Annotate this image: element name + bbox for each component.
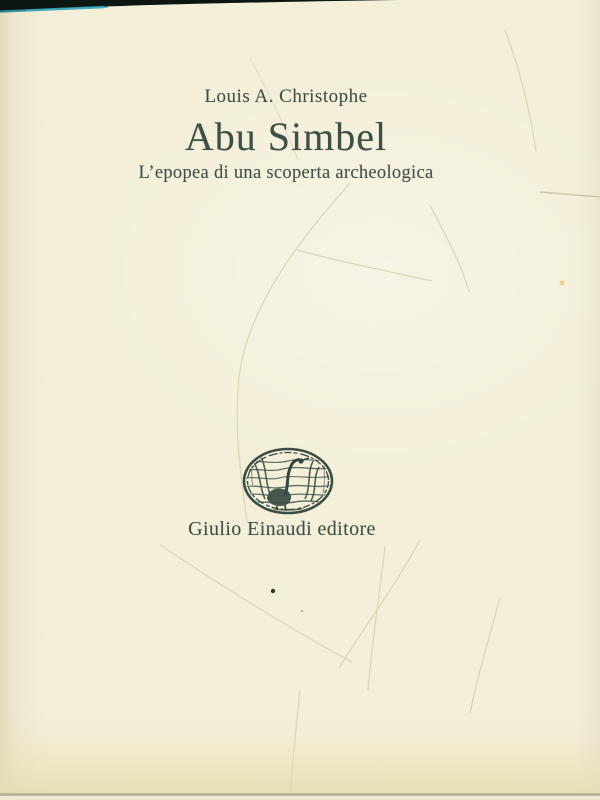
book-title: Abu Simbel [184,114,388,159]
book-subtitle: L’epopea di una scoperta archeologica [138,163,434,183]
page-edge-strip [0,796,600,800]
author-name: Louis A. Christophe [204,86,368,107]
paper-stain-spot [560,281,565,286]
einaudi-ostrich-emblem-icon [233,443,343,523]
book-cover-edge [0,0,600,16]
page-bottom-shading [0,738,600,800]
publisher-name: Giulio Einaudi editore [188,518,376,540]
ink-speck [271,589,275,593]
